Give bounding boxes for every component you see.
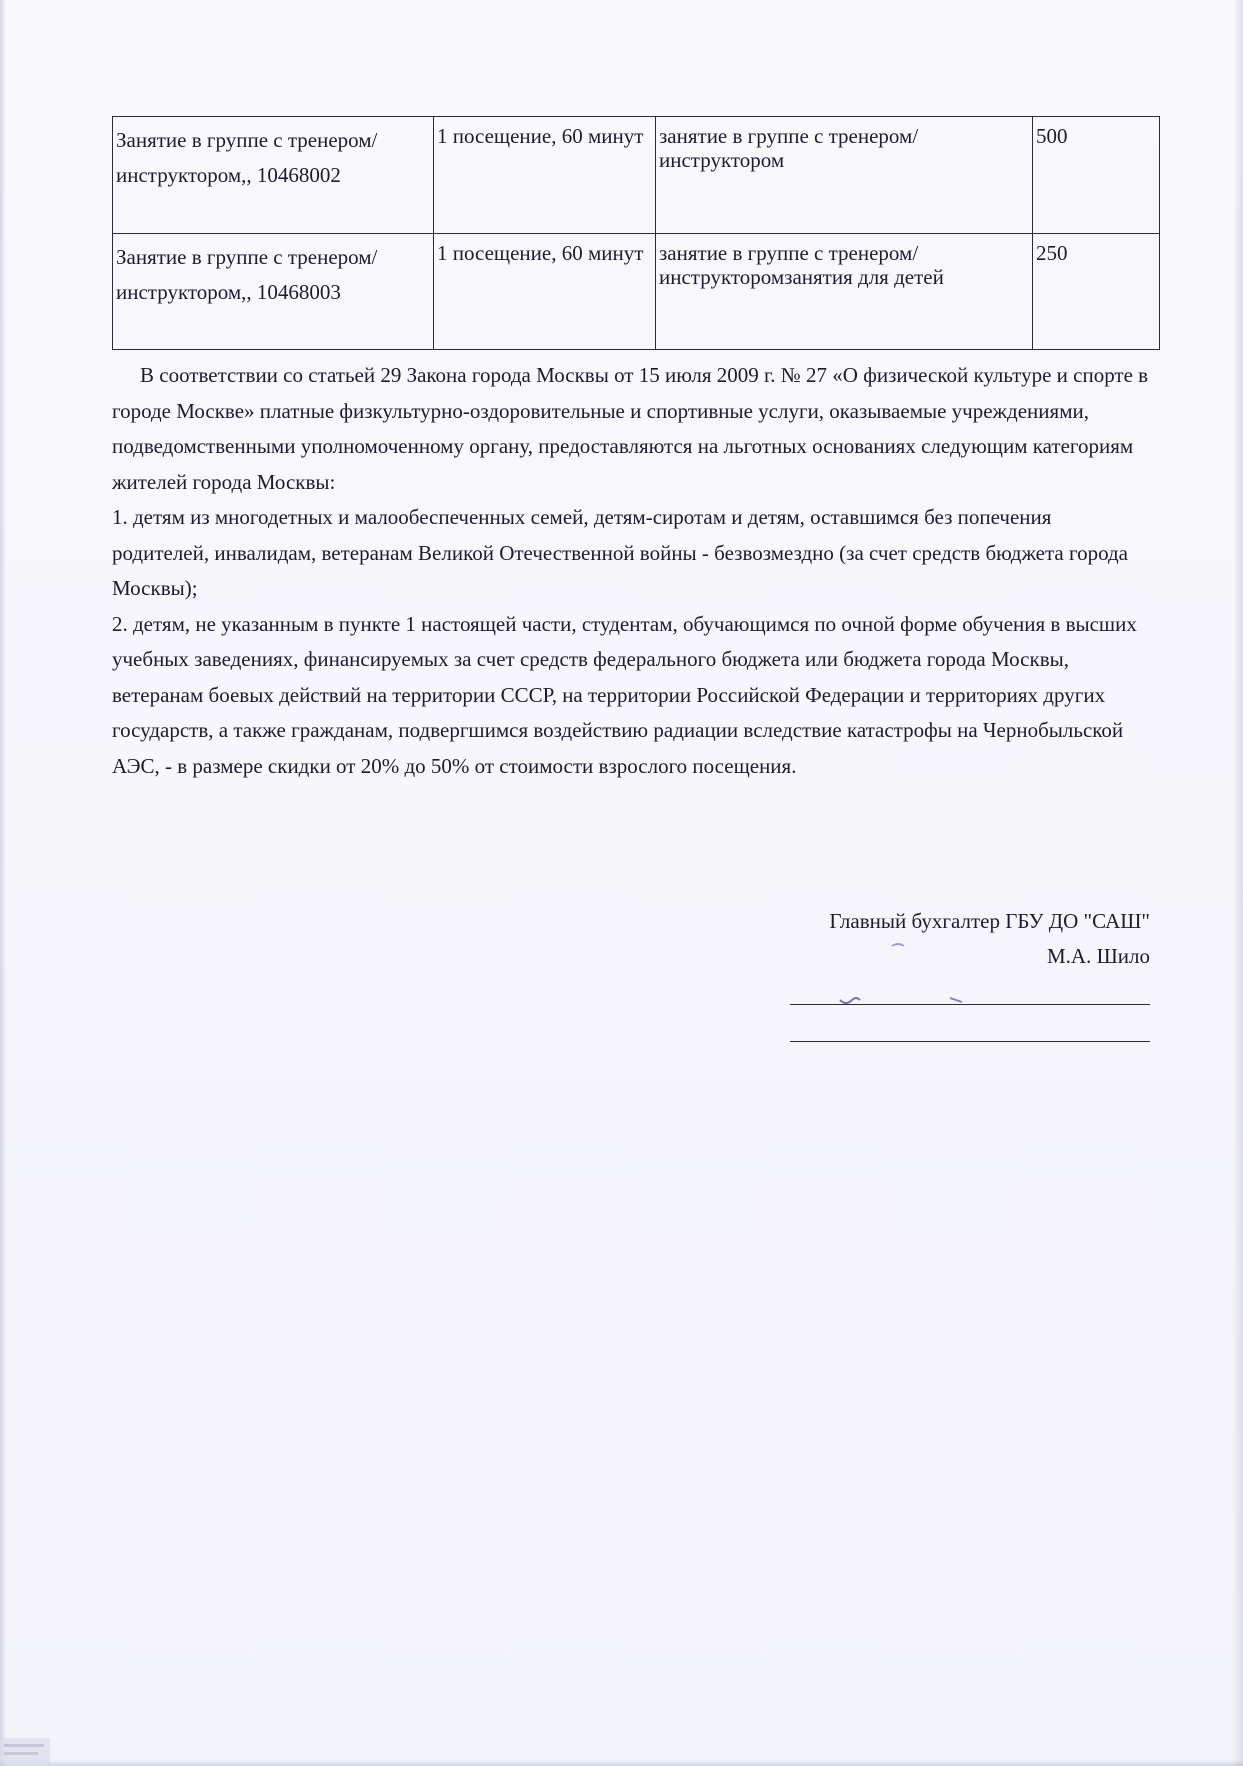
service-duration-cell: 1 посещение, 60 минут	[434, 117, 656, 234]
signature-line	[790, 1041, 1150, 1042]
scan-edge-bottom	[0, 1760, 1243, 1766]
scan-corner-mark-icon	[0, 1738, 50, 1766]
table-row	[113, 117, 1160, 234]
scan-edge-left	[0, 0, 6, 1766]
service-description-cell: занятие в группе с тренером/инструктором	[656, 117, 1033, 234]
service-duration-cell: 1 посещение, 60 минут	[434, 234, 656, 350]
intro-paragraph: В соответствии со статьей 29 Закона города Москвы от 15 июля 2009 г. № 27 «О физической культуре и спорте в городе Москве» платные физкультурно-оздоровительные и спортивные услуги, оказываемые учреждениями, подведомственными уполномоченному органу, предоставляются на льготных основаниях следующим категориям жителей города Москвы:	[112, 363, 1149, 494]
service-price-cell: 250	[1033, 234, 1160, 350]
list-item-2: 2. детям, не указанным в пункте 1 настоящей части, студентам, обучающимся по очной форме обучения в высших учебных заведениях, финансируемых за счет средств федерального бюджета или бюджета города Москвы, ветеранам боевых действий на территории СССР, на территории Российской Федерации и территориях других государств, а также гражданам, подвергшимся воздействию радиации вследствие катастрофы на Чернобыльской АЭС, - в размере скидки от 20% до 50% от стоимости взрослого посещения.	[112, 611, 1137, 778]
body-text	[112, 358, 1152, 784]
service-name-cell: Занятие в группе с тренером/инструктором,, 10468003	[113, 234, 434, 350]
table-row	[113, 234, 1160, 350]
service-name-cell: Занятие в группе с тренером/инструктором,, 10468002	[113, 117, 434, 234]
list-item-1: 1. детям из многодетных и малообеспеченных семей, детям-сиротам и детям, оставшимся без попечения родителей, инвалидам, ветеранам Великой Отечественной войны - безвозмездно (за счет средств бюджета города Москвы);	[112, 505, 1128, 600]
signature-line	[790, 1004, 1150, 1005]
service-price-cell: 500	[1033, 117, 1160, 234]
signatory-name: М.А. Шило	[1047, 944, 1150, 968]
signatory-title: Главный бухгалтер ГБУ ДО "САШ"	[829, 909, 1150, 933]
services-table	[112, 116, 1160, 350]
handwritten-signature-icon	[800, 940, 980, 1010]
scan-edge-right	[1233, 0, 1243, 1766]
service-description-cell: занятие в группе с тренером/инструкторомзанятия для детей	[656, 234, 1033, 350]
